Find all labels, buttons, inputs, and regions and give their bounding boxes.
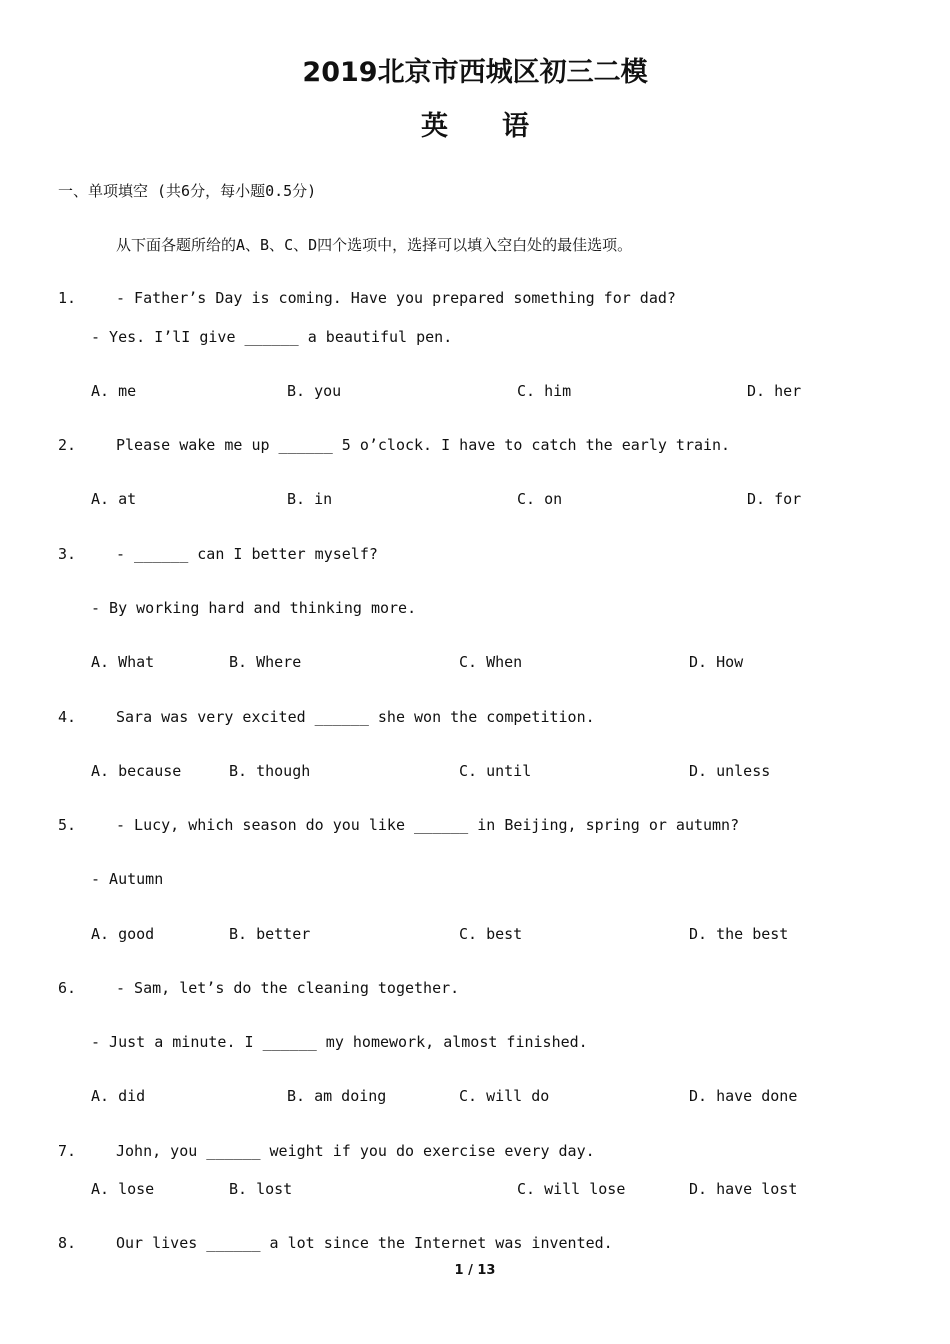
question-line: - Father’s Day is coming. Have you prepared something for dad? (116, 289, 676, 307)
option-d: D. How (689, 653, 744, 671)
question-line: - By working hard and thinking more. (91, 599, 417, 617)
question-line: - Yes. I’lI give ______ a beautiful pen. (91, 328, 453, 346)
option-c: C. will lose (517, 1180, 626, 1198)
option-a: A. at (91, 490, 137, 508)
option-d: D. unless (689, 762, 771, 780)
option-a: A. did (91, 1087, 146, 1105)
option-c: C. When (459, 653, 523, 671)
option-b: B. Where (229, 653, 302, 671)
option-d: D. for (747, 490, 802, 508)
option-c: C. will do (459, 1087, 550, 1105)
question-number: 5. (58, 816, 77, 834)
question-line: - Lucy, which season do you like ______ in Beijing, spring or autumn? (116, 816, 740, 834)
question-line: - Sam, let’s do the cleaning together. (116, 979, 460, 997)
document-title: 2019北京市西城区初三二模 (302, 57, 648, 88)
question-number: 3. (58, 545, 77, 563)
option-b: B. you (287, 382, 342, 400)
section-instruction: 从下面各题所给的A、B、C、D四个选项中，选择可以填入空白处的最佳选项。 (116, 236, 633, 254)
question-line: - ______ can I better myself? (116, 545, 378, 563)
option-a: A. good (91, 925, 155, 943)
option-c: C. best (459, 925, 523, 943)
question-number: 1. (58, 289, 77, 307)
option-b: B. lost (229, 1180, 293, 1198)
question-line: - Just a minute. I ______ my homework, almost finished. (91, 1033, 588, 1051)
question-number: 7. (58, 1142, 77, 1160)
option-d: D. have lost (689, 1180, 798, 1198)
option-b: B. though (229, 762, 311, 780)
question-line: Sara was very excited ______ she won the competition. (116, 708, 595, 726)
option-d: D. her (747, 382, 802, 400)
question-number: 8. (58, 1234, 77, 1252)
question-number: 2. (58, 436, 77, 454)
option-b: B. am doing (287, 1087, 387, 1105)
option-b: B. in (287, 490, 333, 508)
question-number: 4. (58, 708, 77, 726)
option-d: D. the best (689, 925, 789, 943)
question-line: Please wake me up ______ 5 o’clock. I have to catch the early train. (116, 436, 731, 454)
option-a: A. lose (91, 1180, 155, 1198)
option-a: A. What (91, 653, 155, 671)
option-d: D. have done (689, 1087, 798, 1105)
page-number: 1 / 13 (454, 1263, 496, 1278)
section-heading: 一、单项填空 (共6分，每小题0.5分) (58, 182, 317, 200)
option-a: A. because (91, 762, 182, 780)
option-b: B. better (229, 925, 311, 943)
option-c: C. him (517, 382, 572, 400)
question-line: - Autumn (91, 870, 164, 888)
option-c: C. on (517, 490, 563, 508)
question-line: Our lives ______ a lot since the Internet was invented. (116, 1234, 613, 1252)
option-a: A. me (91, 382, 137, 400)
question-line: John, you ______ weight if you do exercise every day. (116, 1142, 595, 1160)
option-c: C. until (459, 762, 532, 780)
document-subtitle: 英 语 (421, 111, 529, 142)
question-number: 6. (58, 979, 77, 997)
